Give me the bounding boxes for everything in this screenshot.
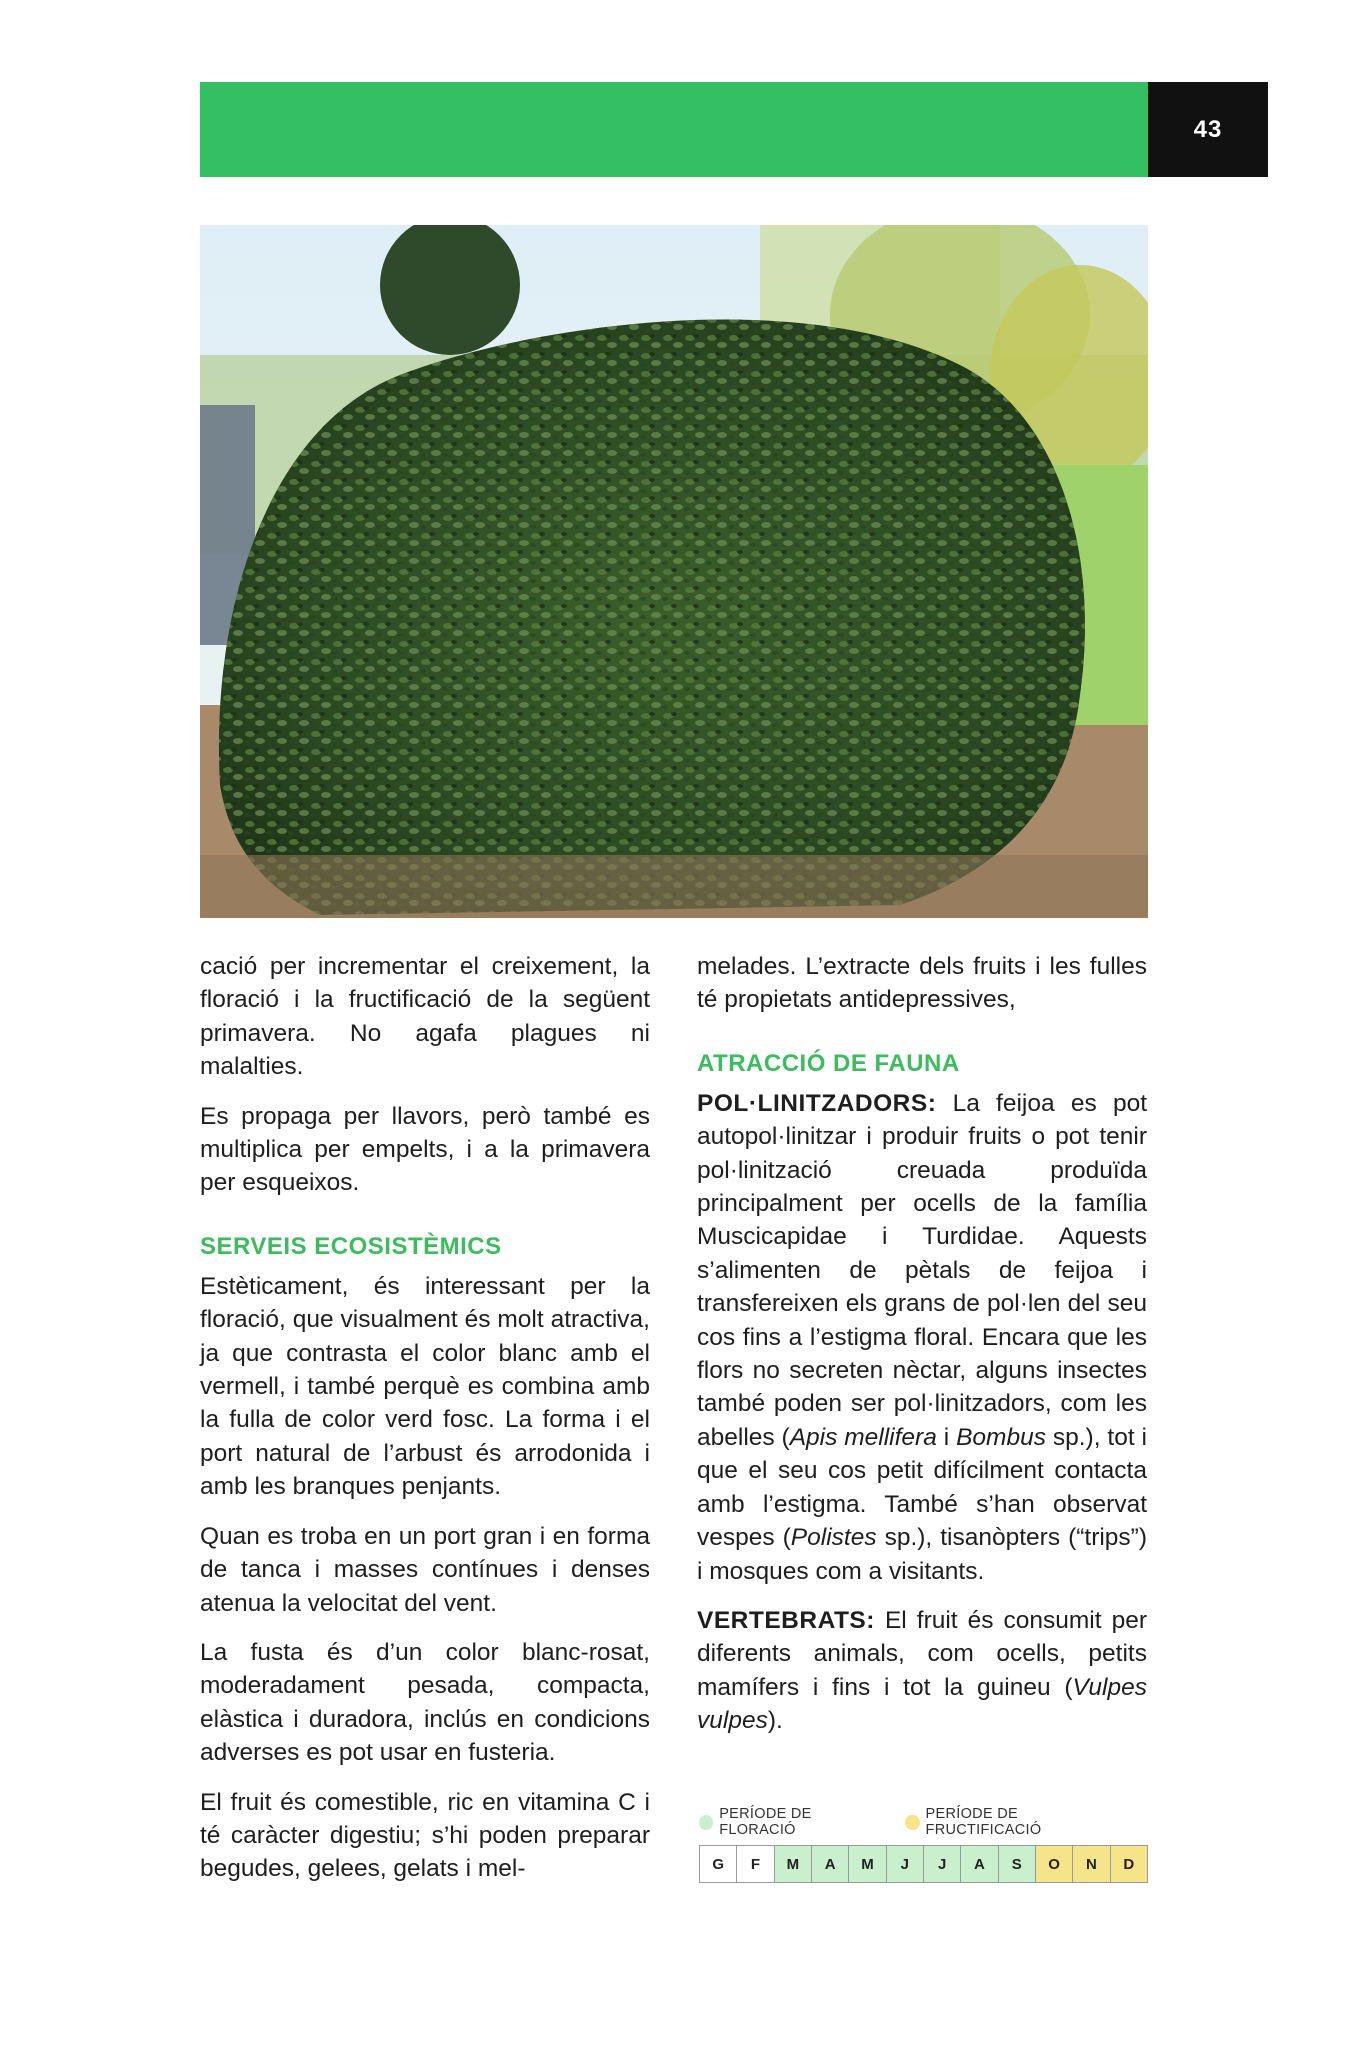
month-cell: O [1036,1846,1073,1882]
section-title-fauna-attraction: ATRACCIÓ DE FAUNA [697,1049,960,1077]
month-calendar [699,1845,1148,1883]
page-number [1148,82,1268,177]
month-cell: M [775,1846,812,1882]
month-cell: G [700,1846,737,1882]
legend-fruiting-label: PERÍODE DE FRUCTIFICACIÓ [925,1806,1042,1838]
header-green-bar [200,82,1148,177]
month-cell: A [961,1846,998,1882]
pollinators-text-d: sp.), tisanòpters (“trips”) i mosques com a visitants. [697,1524,1148,1585]
shrub-photo-illustration [200,225,1148,918]
vertebrates-paragraph [697,1604,1147,1738]
species-polistes: Polistes [790,1524,877,1552]
species-vulpes: Vulpes vulpes [697,1673,1147,1735]
pollinators-text-c: sp.), tot i que el seu cos petit difícilment contacta amb l’estigma. També s’han observat vespes ( [697,1423,1147,1552]
legend-flowering-label: PERÍODE DE FLORACIÓ [719,1806,812,1838]
month-cell: S [999,1846,1036,1882]
legend-flowering [699,1806,883,1838]
flowering-dot-icon [699,1815,713,1830]
right-column [697,950,1147,1754]
species-bombus: Bombus [956,1423,1046,1451]
left-paragraph-3: Estèticament, és interessant per la floració, que visualment és molt atractiva, ja que contrasta el color blanc amb el vermell, i també perquè es combina amb la fulla de color verd fosc. La forma i el port natural de l’arbust és arrodonida i amb les branques penjants. [200,1272,650,1501]
period-legend [699,1806,1149,1838]
left-paragraph-1: cació per incrementar el creixement, la floració i la fructificació de la següent primavera. No agafa plagues ni malalties. [200,953,650,1081]
month-cell: A [812,1846,849,1882]
month-cell: D [1111,1846,1147,1882]
right-paragraph-1: melades. L’extracte dels fruits i les fulles té propietats antidepressives, [697,953,1147,1014]
vertebrates-text-b: ). [767,1707,783,1735]
pollinators-lead: POL·LINITZADORS: [697,1089,937,1117]
left-paragraph-5: La fusta és d’un color blanc-rosat, moderadament pesada, compacta, elàstica i duradora, inclús en condicions adverses es pot usar en fusteria. [200,1638,650,1767]
pollinators-text-b: i [936,1423,957,1451]
month-cell: N [1073,1846,1110,1882]
pollinators-paragraph [697,1087,1147,1588]
month-cell: J [924,1846,961,1882]
left-column [200,950,650,1902]
shrub-photo [200,225,1148,918]
left-paragraph-4: Quan es troba en un port gran i en forma de tanca i masses contínues i denses atenua la velocitat del vent. [200,1522,650,1617]
species-apis: Apis mellifera [789,1423,937,1451]
legend-fruiting [905,1806,1127,1838]
left-paragraph-2: Es propaga per llavors, però també es multiplica per empelts, i a la primavera per esqueixos. [200,1102,650,1197]
pollinators-text-a: La feijoa es pot autopol·linitzar i produir fruits o pot tenir pol·linització creuada produïda principalment per ocells de la família Muscicapidae i Turdidae. Aquests s’alimenten de pètals de feijoa i transfereixen els grans de pol·len del seu cos fins a l’estigma floral. Encara que les flors no secreten nèctar, alguns insectes també poden ser pol·linitzadors, com les abelles ( [697,1089,1147,1451]
left-paragraph-6: El fruit és comestible, ric en vitamina C i té caràcter digestiu; s’hi poden preparar begudes, gelees, gelats i mel- [200,1788,650,1883]
month-cell: J [887,1846,924,1882]
month-cell: F [737,1846,774,1882]
month-cell: M [849,1846,886,1882]
vertebrates-text-a: El fruit és consumit per diferents animals, com ocells, petits mamífers i fins i tot la guineu ( [697,1606,1147,1701]
section-title-ecosystem-services: SERVEIS ECOSISTÈMICS [200,1232,502,1260]
fruiting-dot-icon [905,1815,919,1830]
page-number-text: 43 [1193,115,1223,143]
vertebrates-lead: VERTEBRATS: [697,1606,875,1634]
